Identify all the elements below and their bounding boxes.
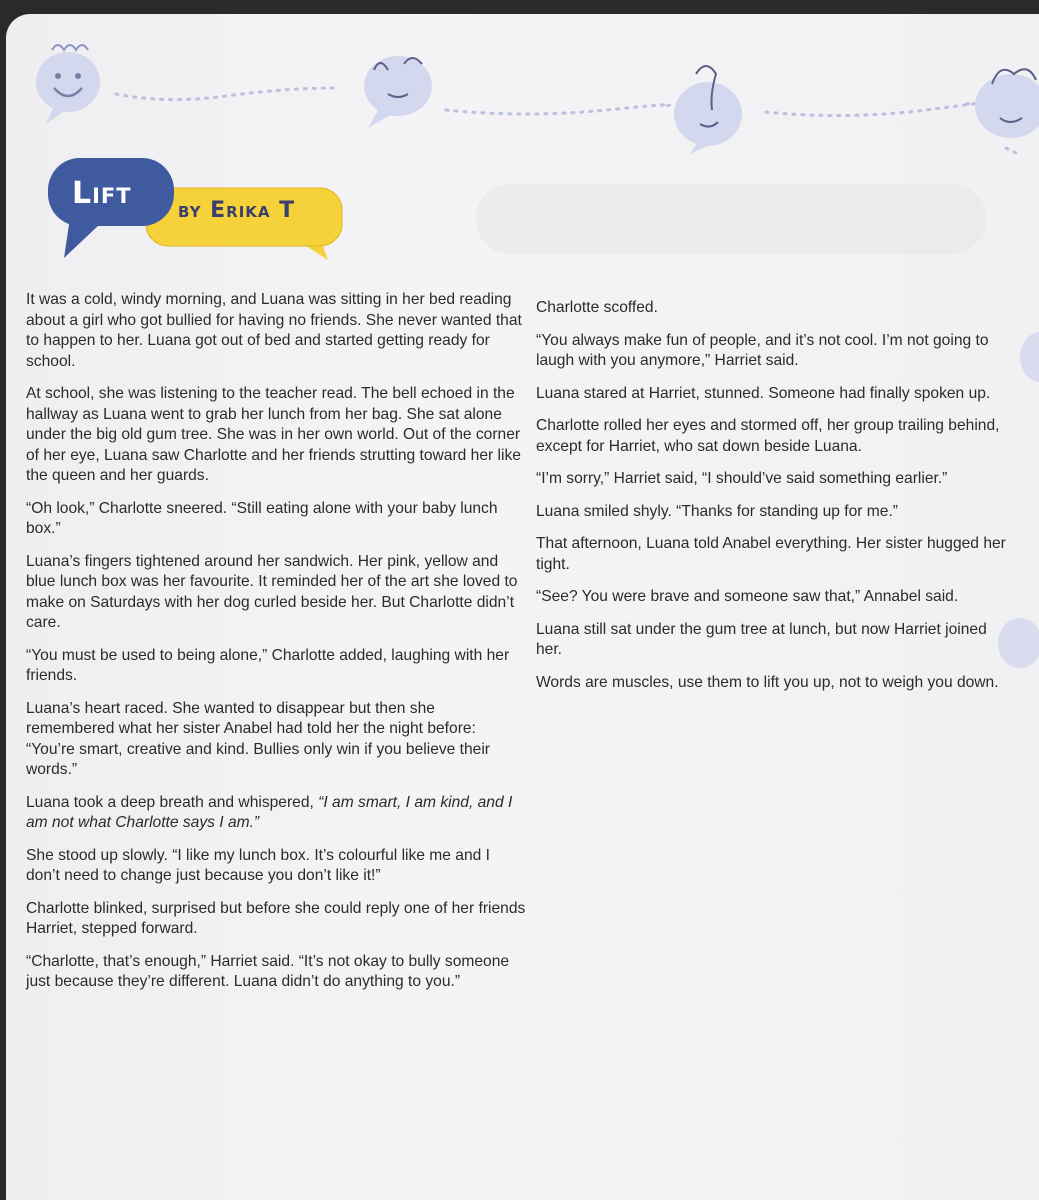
story-moral: Words are muscles, use them to lift you up, not to weigh you down. <box>536 673 999 691</box>
story-column-right <box>536 298 1016 705</box>
story-paragraph: “Oh look,” Charlotte sneered. “Still eating alone with your baby lunch box.” <box>26 499 498 537</box>
story-paragraph: “You must be used to being alone,” Charlotte added, laughing with her friends. <box>26 646 510 684</box>
author-byline: by Erika T <box>178 198 296 223</box>
story-paragraph: Luana stared at Harriet, stunned. Someone had finally spoken up. <box>536 384 991 402</box>
smirk-bubble-icon <box>975 69 1039 138</box>
title-banner <box>42 154 362 264</box>
story-paragraph: Luana’s fingers tightened around her sandwich. Her pink, yellow and blue lunch box was her favourite. It reminded her of the art she loved to make on Saturdays with her dog curled beside her. But Charlotte didn’t care. <box>26 552 518 631</box>
story-paragraph: That afternoon, Luana told Anabel everything. Her sister hugged her tight. <box>536 535 1006 573</box>
story-paragraph: It was a cold, windy morning, and Luana was sitting in her bed reading about a girl who got bullied for having no friends. She never wanted that to happen to her. Luana got out of bed and started getting ready for school. <box>26 291 522 370</box>
thinking-bubble-icon <box>674 66 742 154</box>
face-bubble-icon <box>364 56 432 128</box>
story-paragraph: Luana smiled shyly. “Thanks for standing up for me.” <box>536 502 898 520</box>
story-paragraph: Luana still sat under the gum tree at lunch, but now Harriet joined her. <box>536 620 987 658</box>
story-paragraph-whisper <box>26 793 526 834</box>
show-through-shadow <box>476 184 986 254</box>
story-paragraph: Charlotte scoffed. <box>536 299 658 316</box>
story-column-left <box>26 290 526 1005</box>
whisper-lead-in: Luana took a deep breath and whispered, <box>26 793 319 811</box>
smiley-bubble-icon <box>36 45 100 124</box>
story-paragraph: “Charlotte, that’s enough,” Harriet said. “It’s not okay to bully someone just because they’re different. Luana didn’t do anything to you.” <box>26 952 510 990</box>
story-title: Lift <box>72 176 132 211</box>
story-paragraph: Charlotte blinked, surprised but before she could reply one of her friends Harriet, stepped forward. <box>26 899 526 937</box>
right-edge-bubble-icon <box>1020 332 1039 382</box>
story-paragraph: “You always make fun of people, and it’s not cool. I’m not going to laugh with you anymore,” Harriet said. <box>536 331 989 369</box>
story-paragraph: She stood up slowly. “I like my lunch box. It’s colourful like me and I don’t need to change just because you don’t like it!” <box>26 846 490 884</box>
story-paragraph: “See? You were brave and someone saw that,” Annabel said. <box>536 588 959 605</box>
story-paragraph: Charlotte rolled her eyes and stormed off, her group trailing behind, except for Harriet, who sat down beside Luana. <box>536 417 1000 455</box>
story-paragraph: Luana’s heart raced. She wanted to disappear but then she remembered what her sister Anabel had told her the night before: “You’re smart, creative and kind. Bullies only win if you believe their words.” <box>26 699 490 778</box>
story-paragraph: “I’m sorry,” Harriet said, “I should’ve said something earlier.” <box>536 470 948 487</box>
magazine-page <box>6 14 1039 1200</box>
doodle-header-decoration <box>6 14 1039 154</box>
story-paragraph: At school, she was listening to the teacher read. The bell echoed in the hallway as Luana went to grab her lunch from her bag. She sat alone under the big old gum tree. She was in her own world. Out of the corner of her eye, Luana saw Charlotte and her friends strutting toward her like the queen and her guards. <box>26 385 521 484</box>
whisper-quote: “I am smart, I am kind, and I am not what Charlotte says I am.” <box>26 793 513 831</box>
